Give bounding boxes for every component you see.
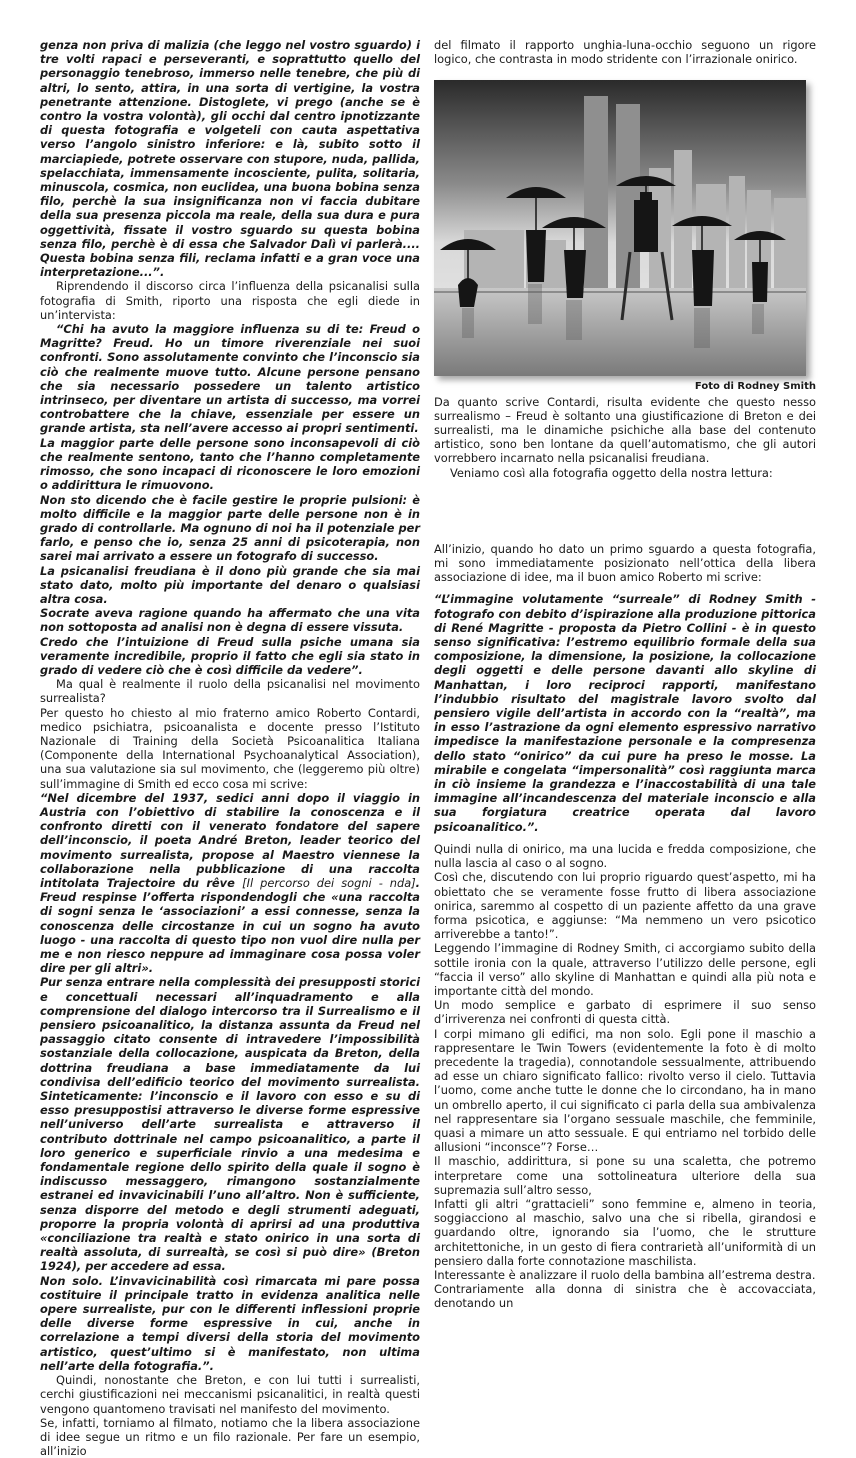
contardi-quote-conclusion: Non solo. L’invavicinabilità così rimarcata mi pare possa costituire il principale tratto in evidenza analitica nelle opere surrealiste, pur con le differenti inflessioni proprie delle diverse forme espressive in cui, anche in correlazione a tempi diversi della storia del movimento artistico, quest’ultimo si è manifestato, non ultima nell’arte della fotografia.”.	[40, 1273, 420, 1373]
paragraph-question-role: Ma qual è realmente il ruolo della psicanalisi nel movimento surrealista?	[40, 677, 420, 706]
paragraph-contardi-intro: Per questo ho chiesto al mio fraterno amico Roberto Contardi, medico psichiatra, psicoanalista e docente presso l’Istituto Nazionale di Training della Società Psicoanalitica Italiana (Componente della International Psychoanalytical Association), una sua valutazione sia sul movimento, che (leggeremo più oltre) sull’immagine di Smith ed ecco cosa mi scrive:	[40, 705, 420, 791]
left-column	[40, 38, 420, 1458]
contardi-quote-distance: Pur senza entrare nella complessità dei presupposti storici e concettuali necessari all’inquadramento e alla comprensione del dialogo intercorso tra il Surrealismo e il pensiero psicoanalitico, la distanza assunta da Freud nel passaggio citato consente di intravedere l’impossibilità sostanziale della collocazione, auspicata da Breton, della dottrina freudiana a base immediatamente da lui condivisa dell’edificio teorico del movimento surrealista. Sinteticamente: l’inconscio e il lavoro con esso e su di esso presuppostisi attraverso le diverse forme espressive nell’universo dell’arte surrealista e attraverso il contributo dottrinale nel campo psicoanalitico, a parte il loro generico e superficiale rinvio a una medesima e fondamentale regione dello spirito della quale il sogno è indiscusso messaggero, rimangono sostanzialmente estranei ed invavicinabili l’uno all’altro. Non è sufficiente, senza disporre del metodo e degli strumenti adeguati, proporre la propria volontà di aprirsi ad una produttiva «conciliazione tra realtà e stato onirico in una sorta di realtà assoluta, di surrealtà, se così si può dire» (Breton 1924), per accedere ad essa.	[40, 975, 420, 1274]
paragraph-irreverence: Un modo semplice e garbato di esprimere il suo senso d’irriverenza nei confronti di questa città.	[434, 998, 816, 1027]
interview-answer-gift: La psicanalisi freudiana è il dono più grande che sia mai stato dato, molto più importante del denaro o qualsiasi altra cosa.	[40, 563, 420, 606]
editor-note: [Il percorso dei sogni - nda]	[242, 875, 416, 890]
paragraph-film-rhythm: Se, infatti, torniamo al filmato, notiamo che la libera associazione di idee segue un ritmo e un filo razionale. Per fare un esempio, all’inizio	[40, 1415, 420, 1458]
interview-answer-feelings: La maggior parte delle persone sono inconsapevoli di ciò che realmente sentono, tanto che l’hanno completamente rimosso, che sono incapaci di riconoscere le loro emozioni o addirittura le rimuovono.	[40, 435, 420, 493]
paragraph-breton-justifications: Quindi, nonostante che Breton, e con lui tutti i surrealisti, cerchi giustificazioni nei meccanismi psicanalitici, in realtà questi vengono quantomeno travisati nel manifesto del movimento.	[40, 1373, 420, 1416]
paragraph-objection: Così che, discutendo con lui proprio riguardo quest’aspetto, mi ha obiettato che se veramente fosse frutto di libera associazione onirica, saremmo al cospetto di un paziente affetto da una grave forma psicotica, e aggiunse: “Ma nemmeno un vero psicotico arriverebbe a tanto!”.	[434, 870, 816, 942]
contardi-quote-part2: . Freud respinse l’offerta rispondendogli che «una raccolta di sogni senza le ‘associazioni’ a essi connesse, senza la conoscenza delle circostanze in cui un sogno ha avuto luogo - una raccolta di questo tipo non vuol dire nulla per me e non riesco neppure ad immaginare cosa possa voler dire per gli altri».	[40, 875, 420, 976]
paragraph-crouching-woman: Contrariamente alla donna di sinistra che è accovacciata, denotando un	[434, 1282, 816, 1311]
interview-answer-freud: “Chi ha avuto la maggiore influenza su di te: Freud o Magritte? Freud. Ho un timore riverenziale nei suoi confronti. Sono assolutamente convinto che l’inconscio sia ciò che realmente muove tutto. Alcune persone pensano che sia necessario possedere un talento artistico intrinseco, per diventare un artista di successo, ma vorrei controbattere che la chiave, essenziale per essere un grande artista, sta nell’avere accesso ai propri sentimenti.	[40, 322, 420, 436]
interview-answer-intuition: Credo che l’intuizione di Freud sulla psiche umana sia veramente incredibile, proprio il fatto che egli sia stato in grado di vedere ciò che è così difficile da vedere”.	[40, 634, 420, 677]
paragraph-girl: Interessante è analizzare il ruolo della bambina all’estrema destra.	[434, 1267, 816, 1282]
paragraph-first-glance: All’inizio, quando ho dato un primo sguardo a questa fotografia, mi sono immediatamente posizionato nell’ottica della libera associazione di idee, ma il buon amico Roberto mi scrive:	[434, 541, 816, 585]
right-column	[434, 38, 816, 1311]
dali-quote-end: genza non priva di malizia (che leggo nel vostro sguardo) i tre volti rapaci e perseveranti, e soprattutto quello del personaggio tenebroso, immerso nelle tenebre, che più di altri, lo sento, attira, in una sorta di vertigine, la vostra penetrante attenzione. Distoglete, vi prego (anche se è contro la vostra volontà), gli occhi dal centro ipnotizzante di questa fotografia e volgeteli con cauta aspettativa verso l’angolo sinistro inferiore: e là, subito sotto il marciapiede, potrete osservare con stupore, nuda, pallida, spelacchiata, immensamente incosciente, pulita, solitaria, minuscola, cosmica, non euclidea, una buona bobina senza filo, perchè la sua insignificanza non vi faccia dubitare della sua presenza piccola ma reale, della sua dura e pura oggettività, fissate il vostro sguardo su questa bobina senza filo, perchè è di essa che Salvador Dalì vi parlerà.... Questa bobina senza fili, reclama infatti e a gran voce una interpretazione...”.	[40, 38, 420, 280]
paragraph-irony: Leggendo l’immagine di Rodney Smith, ci accorgiamo subito della sottile ironia con la quale, attraverso l’utilizzo delle persone, egli “faccia il verso” allo skyline di Manhattan e quindi alla più nota e importante città del mondo.	[434, 941, 816, 998]
photo-caption: Foto di Rodney Smith	[694, 381, 816, 393]
contardi-quote-breton	[40, 791, 420, 976]
paragraph-nothing-oniric: Quindi nulla di onirico, ma una lucida e fredda composizione, che nulla lascia al caso o al sogno.	[434, 841, 816, 871]
paragraph-skyscrapers: Infatti gli altri “grattacieli” sono femmine e, almeno in teoria, soggiacciono al maschio, salvo una che si ribella, girandosi e guardando oltre, ignorando sia l’uomo, che le strutture architettoniche, in un gesto di fiera contrarietà all’uniformità di un pensiero dalla forte connotazione maschilista.	[434, 1196, 816, 1268]
paragraph-photo-reading: Veniamo così alla fotografia oggetto della nostra lettura:	[450, 465, 773, 480]
interview-answer-impulses: Non sto dicendo che è facile gestire le proprie pulsioni: è molto difficile e la maggior parte delle persone non è in grado di controllarle. Ma ognuno di noi ha il potenziale per farlo, e penso che io, senza 25 anni di psicoterapia, non sarei mai arrivato a essere un fotografo di successo.	[40, 492, 420, 564]
rodney-smith-photo	[434, 80, 806, 376]
paragraph-film-logic: del filmato il rapporto unghia-luna-occhio seguono un rigore logico, che contrasta in modo stridente con l’irrazionale onirico.	[434, 38, 816, 67]
spacer	[434, 480, 816, 542]
paragraph-bodies-mimic: I corpi mimano gli edifici, ma non solo. Egli pone il maschio a rappresentare le Twin Towers (evidentemente la foto è di molto precedente la tragedia), connotandole sessualmente, attribuendo ad esse un chiaro significato fallico: rivolto verso il cielo. Tuttavia l’uomo, come anche tutte le donne che lo circondano, ha in mano un ombrello aperto, il cui significato ci parla della sua ambivalenza nel rappresentare sia l’organo sessuale maschile, che femminile, quasi a mimare un atto sessuale. E qui entriamo nel torbido delle allusioni “inconsce”? Forse…	[434, 1026, 816, 1155]
contardi-quote-image: “L’immagine volutamente “surreale” di Rodney Smith - fotografo con debito d’ispirazione alla produzione pittorica di René Magritte - proposta da Pietro Collini - è in questo senso significativa: l’estremo equilibrio formale della sua composizione, la dimensione, la posizione, la collocazione degli oggetti e delle persone davanti allo skyline di Manhattan, i loro reciproci rapporti, manifestano l’indubbio risultato del magistrale lavoro svolto dal pensiero vigile dell’artista in accordo con la “realtà”, ma in esso l’astrazione da ogni elemento espressivo narrativo impedisce la manifestazione personale e la compresenza dello stato “onirico” da cui pure ha preso le mosse. La mirabile e congelata “impersonalità” così raggiunta marca in ciò insieme la grandezza e l’inaccostabilità di una tale immagine all’incandescenza del materiale inconscio e alla sua forgiatura creatrice operata dal lavoro psicoanalitico.”.	[434, 592, 816, 834]
interview-answer-socrates: Socrate aveva ragione quando ha affermato che una vita non sottoposta ad analisi non è degna di essere vissuta.	[40, 606, 420, 635]
paragraph-ladder: Il maschio, addirittura, si pone su una scaletta, che potremo interpretare come una sottolineatura ulteriore della sua supremazia sull’altro sesso,	[434, 1154, 816, 1197]
photo-container	[434, 80, 810, 380]
contardi-quote-part1: “Nel dicembre del 1937, sedici anni dopo il viaggio in Austria con l’obiettivo di stabilire la conoscenza e il confronto diretti con il venerato fondatore del sapere dell’inconscio, il poeta André Breton, leader teorico del movimento surrealista, propose al Maestro viennese la collaborazione nella pubblicazione di una raccolta intitolata Trajectoire du rêve	[40, 790, 420, 890]
paragraph-contardi-evident: Da quanto scrive Contardi, risulta evidente che questo nesso surrealismo – Freud è soltanto una giustificazione di Breton e dei surrealisti, ma le dinamiche psichiche alla base del contenuto artistico, sono ben lontane da quell’automatismo, che gli autori vorrebbero incarnato nella psicanalisi freudiana.	[434, 394, 816, 466]
paragraph-smith-interview-intro: Riprendendo il discorso circa l’influenza della psicanalisi sulla fotografia di Smith, riporto una risposta che egli diede in un’intervista:	[40, 279, 420, 322]
